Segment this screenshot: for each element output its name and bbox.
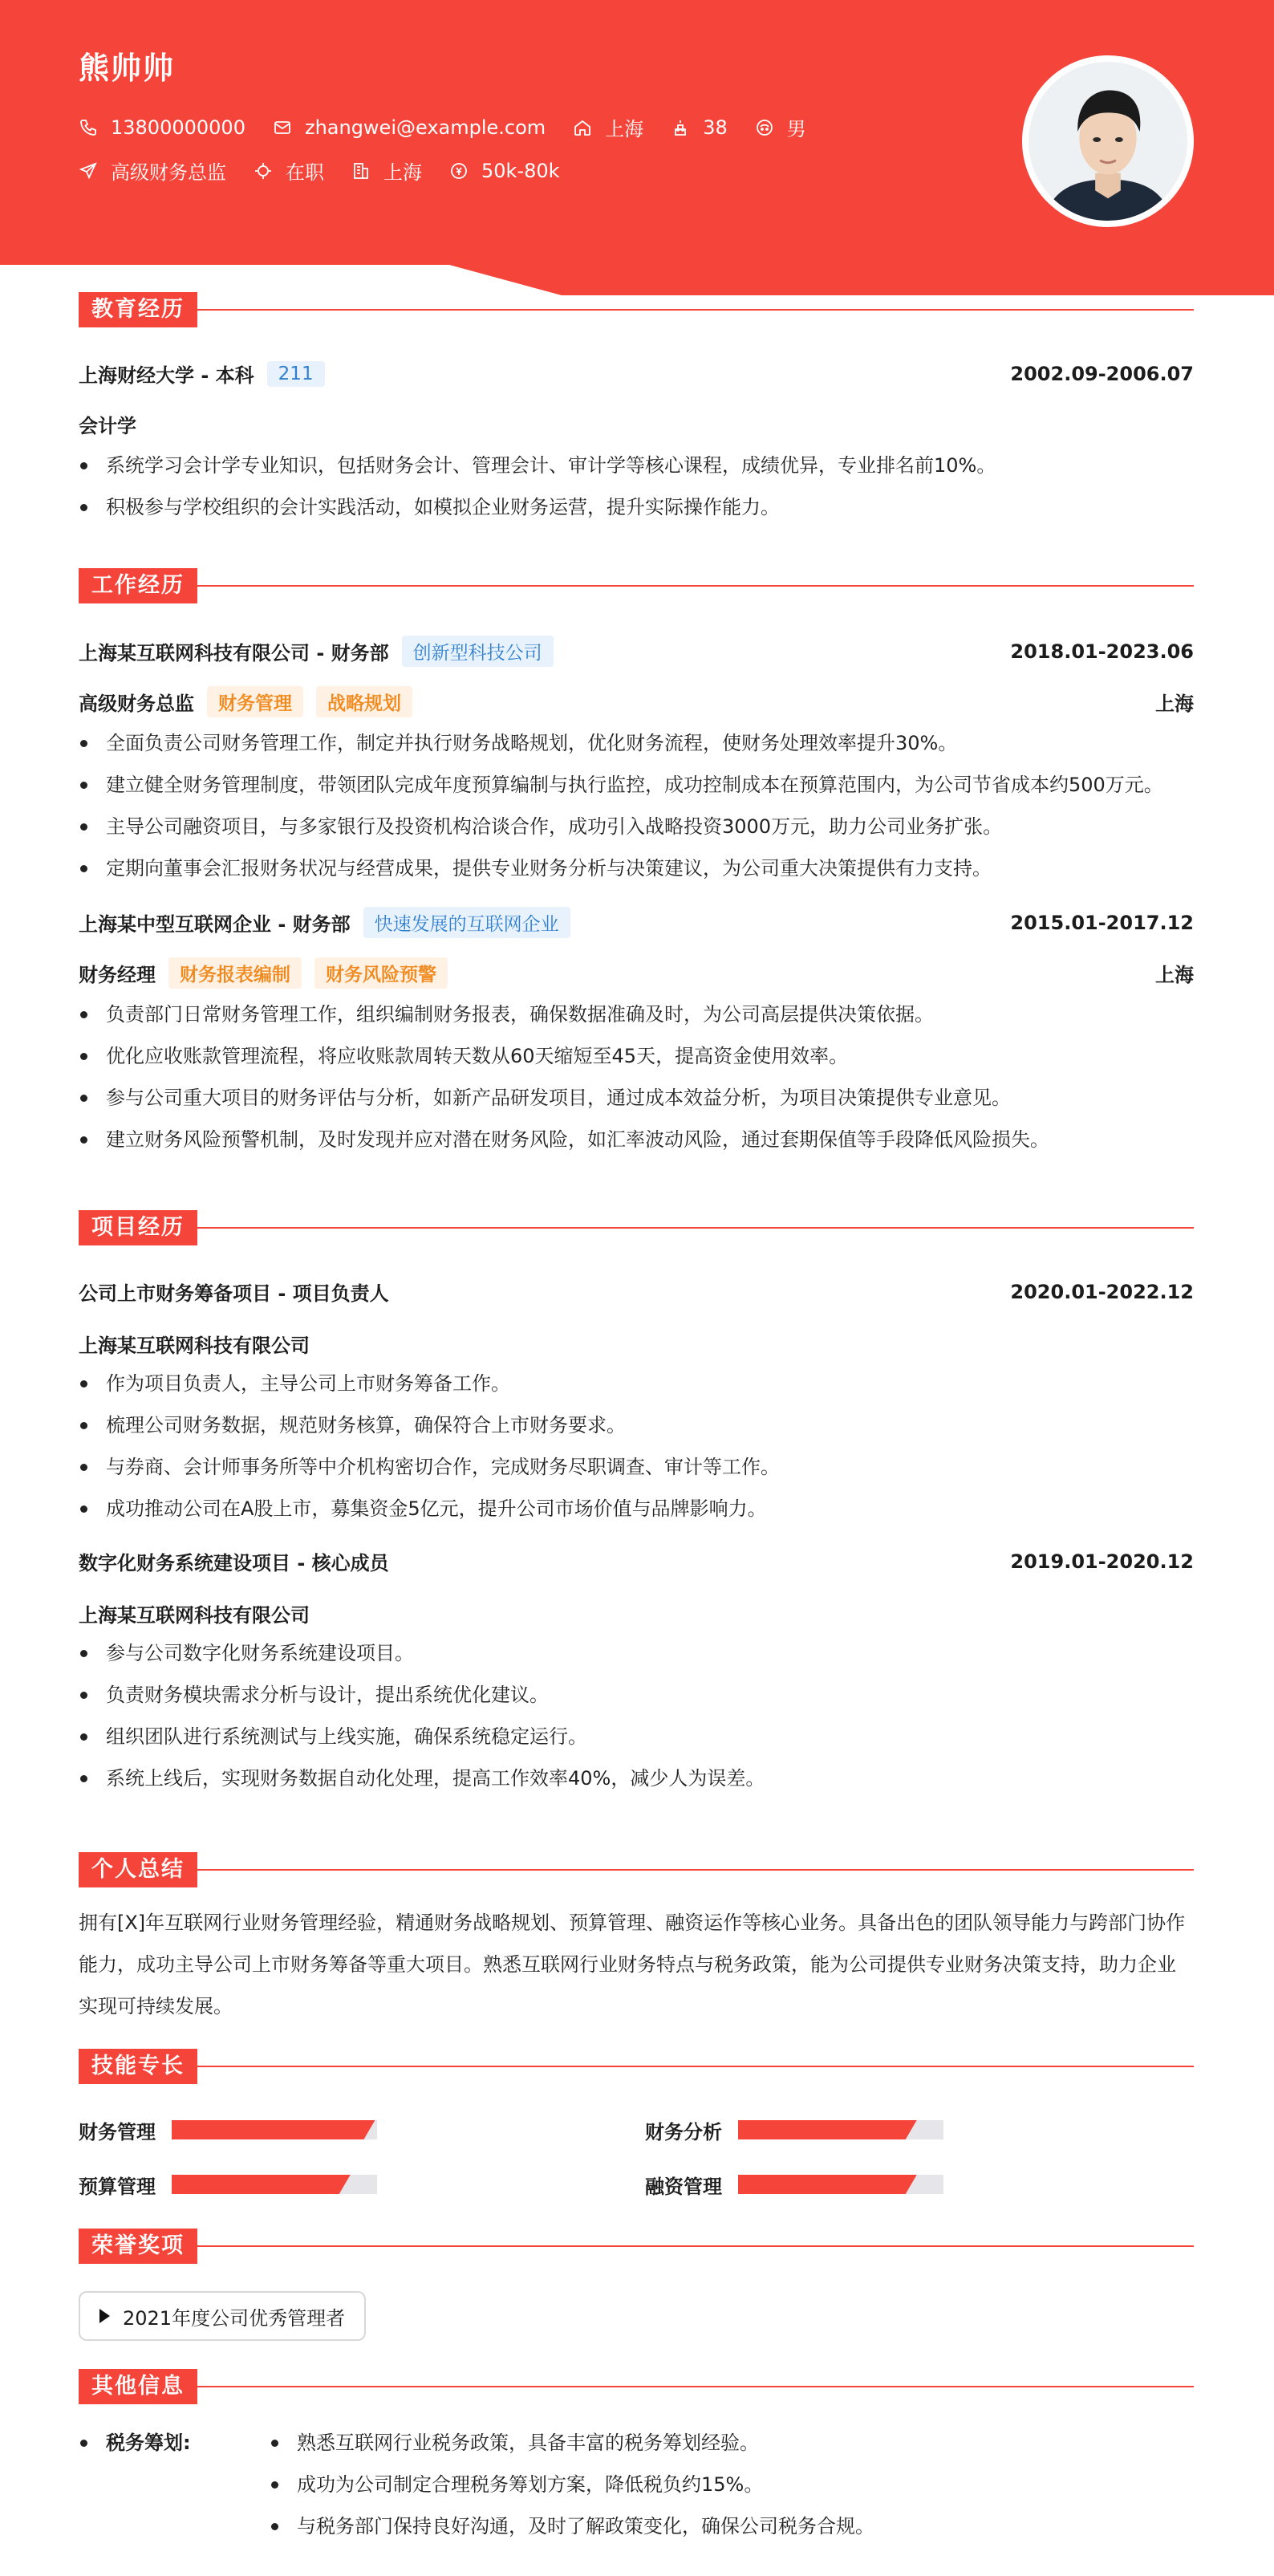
position-text: 高级财务总监 — [111, 161, 226, 184]
job-bullets — [79, 993, 1194, 1160]
section-title: 荣誉奖项 — [79, 2229, 197, 2264]
job-city: 上海 — [1155, 964, 1194, 986]
list-item: 与券商、会计师事务所等中介机构密切合作，完成财务尽职调查、审计等工作。 — [79, 1446, 1194, 1488]
role-tag: 财务报表编制 — [168, 957, 302, 989]
other-bullets — [270, 2422, 874, 2547]
money-icon — [449, 161, 469, 181]
skills-section — [79, 2049, 1194, 2201]
education-header — [79, 292, 1194, 327]
section-divider — [197, 1227, 1194, 1229]
summary-line: 能力，成功主导公司上市财务筹备等重大项目。熟悉互联网行业财务特点与税务政策，能为公司提供专业财务决策支持，助力企业 — [79, 1953, 1176, 1976]
section-divider — [197, 585, 1194, 587]
projects-header — [79, 1210, 1194, 1245]
list-item: 主导公司融资项目，与多家银行及投资机构洽谈合作，成功引入战略投资3000万元，助力公司业务扩张。 — [79, 806, 1194, 847]
award-text: 2021年度公司优秀管理者 — [123, 2306, 346, 2330]
job-city: 上海 — [1155, 693, 1194, 715]
summary-line: 实现可持续发展。 — [79, 1995, 233, 2017]
project-name: 公司上市财务筹备项目 - 项目负责人 — [79, 1282, 389, 1305]
education-bullets — [79, 445, 1194, 528]
work-city-info — [351, 156, 422, 185]
work-header — [79, 568, 1194, 603]
skills-grid — [79, 2113, 1194, 2201]
gender-text: 男 — [786, 118, 806, 140]
skill-name: 财务分析 — [645, 2120, 722, 2143]
summary-text — [79, 1902, 1194, 2027]
job-date: 2018.01-2023.06 — [1010, 640, 1194, 663]
salary-info — [449, 160, 560, 182]
skill-item — [645, 2168, 1194, 2201]
job-role-row — [79, 957, 1194, 989]
company-tag: 快速发展的互联网企业 — [363, 907, 570, 938]
project-date: 2019.01-2020.12 — [1010, 1550, 1194, 1573]
honors-header — [79, 2229, 1194, 2264]
list-item: 系统学习会计学专业知识，包括财务会计、管理会计、审计学等核心课程，成绩优异，专业排名前10%。 — [79, 445, 1194, 486]
gender-icon — [755, 118, 774, 137]
summary-line: 拥有[X]年互联网行业财务管理经验，精通财务战略规划、预算管理、融资运作等核心业务。具备出色的团队领导能力与跨部门协作 — [79, 1912, 1186, 1934]
school-tag: 211 — [267, 361, 325, 387]
list-item: 成功推动公司在A股上市，募集资金5亿元，提升公司市场价值与品牌影响力。 — [79, 1488, 1194, 1530]
section-title: 技能专长 — [79, 2049, 197, 2084]
skill-bar — [738, 2120, 943, 2139]
list-item: 成功为公司制定合理税务筹划方案，降低税负约15%。 — [270, 2464, 874, 2505]
project-name: 数字化财务系统建设项目 - 核心成员 — [79, 1552, 389, 1574]
project-row — [79, 1278, 1194, 1306]
school-name: 上海财经大学 - 本科 — [79, 364, 254, 387]
role-tag: 财务风险预警 — [314, 957, 448, 989]
contact-row — [79, 113, 834, 141]
education-section — [79, 292, 1194, 528]
mail-icon — [273, 118, 292, 137]
education-date: 2002.09-2006.07 — [1010, 362, 1194, 385]
list-item: 建立财务风险预警机制，及时发现并应对潜在财务风险，如汇率波动风险，通过套期保值等手段降低风险损失。 — [79, 1119, 1194, 1160]
other-info — [79, 2422, 1194, 2547]
skills-header — [79, 2049, 1194, 2084]
summary-header — [79, 1852, 1194, 1887]
project-company: 上海某互联网科技有限公司 — [79, 1604, 310, 1627]
job-bullets — [79, 722, 1194, 889]
resume-header — [0, 0, 1274, 295]
education-row — [79, 360, 1194, 388]
skill-bar — [172, 2175, 377, 2194]
status-info — [254, 156, 324, 185]
list-item: 建立健全财务管理制度，带领团队完成年度预算编制与执行监控，成功控制成本在预算范围内，为公司节省成本约500万元。 — [79, 764, 1194, 806]
section-title: 个人总结 — [79, 1852, 197, 1887]
section-divider — [197, 309, 1194, 311]
project-row — [79, 1547, 1194, 1575]
skill-name: 预算管理 — [79, 2175, 156, 2198]
job-company-row — [79, 636, 1194, 667]
section-divider — [197, 1869, 1194, 1871]
section-title: 教育经历 — [79, 292, 197, 327]
section-title: 工作经历 — [79, 568, 197, 603]
role-tag: 财务管理 — [207, 686, 303, 717]
skill-bar-fill — [738, 2175, 917, 2194]
project-bullets — [79, 1363, 1194, 1530]
list-item: 负责部门日常财务管理工作，组织编制财务报表，确保数据准确及时，为公司高层提供决策依据。 — [79, 993, 1194, 1035]
email-info — [273, 116, 546, 139]
skill-item — [645, 2113, 1194, 2147]
role-tag: 战略规划 — [316, 686, 412, 717]
section-title: 其他信息 — [79, 2369, 197, 2404]
list-item: 与税务部门保持良好沟通，及时了解政策变化，确保公司税务合规。 — [270, 2505, 874, 2547]
skill-bar-fill — [172, 2175, 351, 2194]
avatar-photo — [1029, 62, 1187, 221]
list-item: 组织团队进行系统测试与上线实施，确保系统稳定运行。 — [79, 1716, 1194, 1757]
avatar — [1022, 55, 1194, 227]
phone-info — [79, 116, 245, 139]
list-item: 负责财务模块需求分析与设计，提出系统优化建议。 — [79, 1674, 1194, 1716]
summary-section — [79, 1852, 1194, 2027]
location-info — [573, 113, 643, 141]
candidate-name: 熊帅帅 — [79, 51, 176, 86]
other-key: 税务筹划: — [79, 2422, 270, 2464]
company-tag: 创新型科技公司 — [402, 636, 554, 667]
phone-icon — [79, 118, 98, 137]
section-divider — [197, 2245, 1194, 2247]
list-item: 定期向董事会汇报财务状况与经营成果，提供专业财务分析与决策建议，为公司重大决策提供有力支持。 — [79, 847, 1194, 889]
work-city-text: 上海 — [383, 161, 422, 184]
work-section — [79, 568, 1194, 1160]
age-info — [671, 116, 728, 139]
list-item: 全面负责公司财务管理工作，制定并执行财务战略规划，优化财务流程，使财务处理效率提升30%。 — [79, 722, 1194, 764]
project-company: 上海某互联网科技有限公司 — [79, 1335, 310, 1357]
major: 会计学 — [79, 415, 136, 437]
skill-bar — [738, 2175, 943, 2194]
list-item: 作为项目负责人，主导公司上市财务筹备工作。 — [79, 1363, 1194, 1404]
skill-bar-fill — [172, 2120, 375, 2139]
job-role: 财务经理 — [79, 964, 156, 986]
skill-bar — [172, 2120, 377, 2139]
job-role: 高级财务总监 — [79, 693, 194, 715]
location-text: 上海 — [605, 118, 644, 140]
other-section — [79, 2369, 1194, 2547]
skill-bar-fill — [738, 2120, 917, 2139]
email-address[interactable]: zhangwei@example.com — [304, 116, 546, 139]
send-icon — [79, 161, 98, 181]
list-item: 熟悉互联网行业税务政策，具备丰富的税务筹划经验。 — [270, 2422, 874, 2464]
list-item: 梳理公司财务数据，规范财务核算，确保符合上市财务要求。 — [79, 1404, 1194, 1446]
project-date: 2020.01-2022.12 — [1010, 1280, 1194, 1303]
list-item: 优化应收账款管理流程，将应收账款周转天数从60天缩短至45天，提高资金使用效率。 — [79, 1035, 1194, 1077]
company-name: 上海某互联网科技有限公司 - 财务部 — [79, 642, 389, 664]
status-text: 在职 — [286, 161, 324, 184]
award-item[interactable] — [79, 2291, 366, 2341]
age-icon — [671, 118, 690, 137]
section-title: 项目经历 — [79, 1210, 197, 1245]
list-item: 积极参与学校组织的会计实践活动，如模拟企业财务运营，提升实际操作能力。 — [79, 486, 1194, 528]
play-icon — [99, 2309, 110, 2323]
status-icon — [254, 161, 273, 181]
home-icon — [573, 118, 592, 137]
list-item: 参与公司数字化财务系统建设项目。 — [79, 1632, 1194, 1674]
job-company-row — [79, 907, 1194, 938]
company-name: 上海某中型互联网企业 - 财务部 — [79, 913, 351, 936]
age-text: 38 — [703, 116, 728, 139]
list-item: 参与公司重大项目的财务评估与分析，如新产品研发项目，通过成本效益分析，为项目决策提供专业意见。 — [79, 1077, 1194, 1119]
skill-name: 财务管理 — [79, 2120, 156, 2143]
other-header — [79, 2369, 1194, 2404]
section-divider — [197, 2386, 1194, 2387]
project-bullets — [79, 1632, 1194, 1799]
skill-item — [79, 2113, 645, 2147]
list-item: 系统上线后，实现财务数据自动化处理，提高工作效率40%，减少人为误差。 — [79, 1757, 1194, 1799]
skill-item — [79, 2168, 645, 2201]
job-date: 2015.01-2017.12 — [1010, 911, 1194, 934]
section-divider — [197, 2066, 1194, 2067]
salary-text: 50k-80k — [481, 159, 560, 182]
skill-name: 融资管理 — [645, 2175, 722, 2198]
building-icon — [351, 161, 371, 181]
honors-section — [79, 2229, 1194, 2341]
gender-info — [755, 113, 806, 141]
job-role-row — [79, 686, 1194, 717]
job-intent-row — [79, 156, 587, 185]
projects-section — [79, 1210, 1194, 1799]
phone-number[interactable]: 13800000000 — [111, 116, 245, 139]
position-info — [79, 156, 226, 185]
